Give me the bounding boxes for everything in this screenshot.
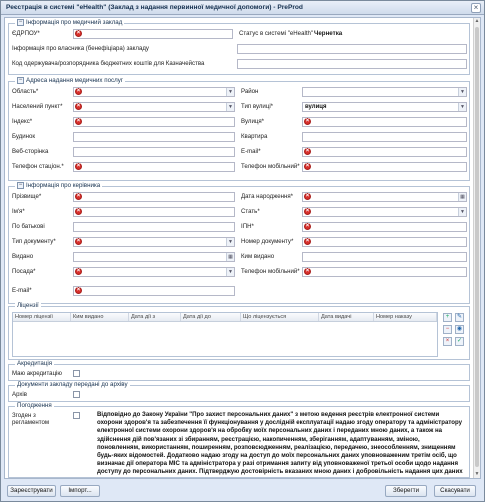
licenses-section: [8, 302, 470, 360]
close-icon[interactable]: ×: [471, 3, 481, 13]
cancel-button[interactable]: Скасувати: [434, 485, 476, 497]
doc-number-input[interactable]: [302, 237, 467, 247]
head-section: [8, 182, 470, 304]
error-icon: ×: [76, 287, 81, 293]
chevron-down-icon[interactable]: ▼: [226, 88, 234, 96]
archive-label: Архів: [12, 391, 28, 398]
add-icon[interactable]: +: [443, 313, 452, 322]
title-bar: [1, 1, 484, 15]
licenses-table[interactable]: [12, 312, 438, 357]
building-label: Будинок: [12, 133, 36, 140]
collapse-toggle-icon[interactable]: −: [18, 182, 23, 188]
error-icon: ×: [76, 30, 81, 36]
edrpou-input[interactable]: [73, 29, 233, 39]
error-icon: ×: [305, 163, 310, 169]
head-email-label: E-mail*: [12, 287, 32, 294]
district-select[interactable]: [302, 87, 467, 97]
error-icon: ×: [76, 208, 81, 214]
surname-label: Прізвище*: [12, 193, 42, 200]
form-scroll-area[interactable]: [4, 17, 481, 479]
error-icon: ×: [76, 88, 81, 94]
medical-institution-section: [8, 19, 470, 75]
cancel-icon[interactable]: ×: [443, 337, 452, 346]
error-icon: ×: [76, 118, 81, 124]
section-legend: Інформація про медичний заклад: [26, 19, 123, 26]
button-bar: [1, 481, 484, 501]
settlement-label: Населений пункт*: [12, 103, 63, 110]
owner-label: Інформація про власника (бенефіціара) закладу: [12, 45, 149, 52]
status-value: Чернетка: [314, 30, 343, 37]
collapse-toggle-icon[interactable]: −: [18, 19, 23, 25]
error-icon: ×: [305, 118, 310, 124]
phone-fixed-input[interactable]: [73, 162, 235, 172]
district-label: Район: [241, 88, 259, 95]
error-icon: ×: [305, 148, 310, 154]
owner-input[interactable]: [237, 44, 467, 54]
phone-fixed-label: Телефон стаціон.*: [12, 163, 64, 170]
website-input[interactable]: [73, 147, 235, 157]
section-legend: Ліцензії: [17, 302, 39, 309]
archive-checkbox[interactable]: [73, 391, 80, 398]
error-icon: ×: [76, 163, 81, 169]
calendar-icon[interactable]: ▦: [226, 253, 234, 261]
treasury-label: Код одержувача/розпорядника бюджетних коштів для Казначейства: [12, 60, 205, 67]
position-select[interactable]: [73, 267, 235, 277]
agree-label: Згоден з регламентом: [12, 412, 50, 426]
ipn-input[interactable]: [302, 222, 467, 232]
treasury-input[interactable]: [237, 59, 467, 69]
error-icon: ×: [76, 268, 81, 274]
error-icon: ×: [76, 103, 81, 109]
address-section: [8, 77, 470, 181]
chevron-down-icon[interactable]: ▼: [458, 103, 466, 111]
settlement-select[interactable]: [73, 102, 235, 112]
save-button[interactable]: Зберегти: [385, 485, 427, 497]
column-header[interactable]: Дата видачі: [319, 313, 374, 321]
street-type-label: Тип вулиці*: [241, 103, 274, 110]
birth-date-input[interactable]: [302, 192, 467, 202]
doc-number-label: Номер документу*: [241, 238, 294, 245]
building-input[interactable]: [73, 132, 235, 142]
website-label: Веб-сторінка: [12, 148, 49, 155]
consent-text: Відповідно до Закону України "Про захист персональних даних" з метою ведення реєстрів електронної системи охорони здоров'я та забезпечення її функціонування у дослідній експлуатації надаю згоду оператору та адміністратору електронної системи охорони здоров'я на обробку моїх персональних даних і переданих мною даних, а також на здійснення дій пов'язаних зі збиранням, реєстрацією, накопиченням, зберіганням, адаптуванням, зміною, поновленням, використанням, поширенням, розповсюдженням, реалізацією, передачею, знеособленням, знищенням будь-яких відомостей. Додатково надаю згоду на доступ до моїх персональних даних уповноваженим третім осіб, що визначає дії оператора МІС та адміністратора у разі отримання запиту від уповноваженої третьої особи щодо надання доступу до персональних даних. Підтверджую достовірність вказаних мною даних і добровільність надання цих даних: [97, 411, 463, 475]
column-header[interactable]: Номер ліцензії: [13, 313, 71, 321]
section-legend: Документи закладу передані до архіву: [17, 381, 128, 388]
email-input[interactable]: [302, 147, 467, 157]
phone-mobile-input[interactable]: [302, 162, 467, 172]
street-type-value: вулиця: [305, 104, 327, 110]
vertical-scrollbar[interactable]: [473, 18, 480, 478]
head-email-input[interactable]: [73, 286, 235, 296]
section-legend: Інформація про керівника: [26, 182, 101, 189]
chevron-down-icon[interactable]: ▼: [458, 88, 466, 96]
register-button[interactable]: Зареєструвати: [7, 485, 56, 497]
edrpou-label: ЄДРПОУ*: [12, 30, 40, 37]
error-icon: ×: [305, 208, 310, 214]
doc-type-label: Тип документу*: [12, 238, 56, 245]
head-phone-input[interactable]: [302, 267, 467, 277]
table-header: [13, 313, 437, 322]
issued-by-input[interactable]: [302, 252, 467, 262]
agree-checkbox[interactable]: [73, 412, 80, 419]
street-type-select[interactable]: [302, 102, 467, 112]
column-header[interactable]: Дата дії до: [181, 313, 241, 321]
region-label: Область*: [12, 88, 39, 95]
scroll-down-icon[interactable]: ▼: [474, 471, 480, 477]
accreditation-checkbox[interactable]: [73, 370, 80, 377]
phone-mobile-label: Телефон мобільний*: [241, 163, 300, 170]
name-label: Ім'я*: [12, 208, 25, 215]
chevron-down-icon[interactable]: ▼: [226, 103, 234, 111]
delete-icon[interactable]: −: [443, 325, 452, 334]
archive-section: [8, 381, 470, 402]
issued-input[interactable]: [73, 252, 235, 262]
section-legend: Акредитація: [17, 360, 53, 367]
apartment-input[interactable]: [302, 132, 467, 142]
issued-label: Видано: [12, 253, 34, 260]
email-label: E-mail*: [241, 148, 261, 155]
error-icon: ×: [305, 268, 310, 274]
sex-label: Стать*: [241, 208, 260, 215]
accreditation-label: Маю акредитацію: [12, 370, 62, 377]
head-phone-label: Телефон мобільний*: [241, 268, 300, 275]
chevron-down-icon[interactable]: ▼: [226, 268, 234, 276]
street-label: Вулиця*: [241, 118, 265, 125]
apartment-label: Квартира: [241, 133, 268, 140]
edit-icon[interactable]: ✎: [456, 314, 463, 320]
ipn-label: ІПН*: [241, 223, 254, 230]
sex-select[interactable]: [302, 207, 467, 217]
error-icon: ×: [305, 193, 310, 199]
patronymic-label: По батькові: [12, 223, 45, 230]
column-header[interactable]: Номер наказу: [374, 313, 437, 321]
chevron-down-icon[interactable]: ▼: [226, 238, 234, 246]
error-icon: ×: [305, 238, 310, 244]
scroll-thumb[interactable]: [475, 27, 479, 467]
chevron-down-icon[interactable]: ▼: [458, 208, 466, 216]
column-header[interactable]: Дата дії з: [129, 313, 181, 321]
section-legend: Адреса надання медичних послуг: [26, 77, 124, 84]
import-button[interactable]: Імпорт...: [60, 485, 100, 497]
error-icon: ×: [76, 193, 81, 199]
patronymic-input[interactable]: [73, 222, 235, 232]
accreditation-section: [8, 360, 470, 381]
index-input[interactable]: [73, 117, 235, 127]
section-legend: Погодження: [17, 402, 52, 409]
birth-date-label: Дата народження*: [241, 193, 294, 200]
surname-input[interactable]: [73, 192, 235, 202]
index-label: Індекс*: [12, 118, 33, 125]
confirm-icon[interactable]: ✓: [456, 338, 463, 344]
scroll-up-icon[interactable]: ▲: [474, 18, 480, 24]
collapse-toggle-icon[interactable]: −: [18, 77, 23, 83]
calendar-icon[interactable]: ▦: [458, 193, 466, 201]
window-title: Реєстрація в системі "eHealth" (Заклад з надання первинної медичної допомоги) - PreProd: [6, 4, 303, 11]
name-input[interactable]: [73, 207, 235, 217]
error-icon: ×: [76, 238, 81, 244]
region-select[interactable]: [73, 87, 235, 97]
view-icon[interactable]: ◉: [456, 326, 463, 332]
issued-by-label: Ким видано: [241, 253, 275, 260]
column-header[interactable]: Що ліцензується: [241, 313, 319, 321]
consent-section: [8, 402, 470, 478]
column-header[interactable]: Ким видано: [71, 313, 129, 321]
street-input[interactable]: [302, 117, 467, 127]
status-label: Статус в системі "eHealth": [239, 30, 314, 37]
error-icon: ×: [305, 223, 310, 229]
doc-type-select[interactable]: [73, 237, 235, 247]
position-label: Посада*: [12, 268, 36, 275]
